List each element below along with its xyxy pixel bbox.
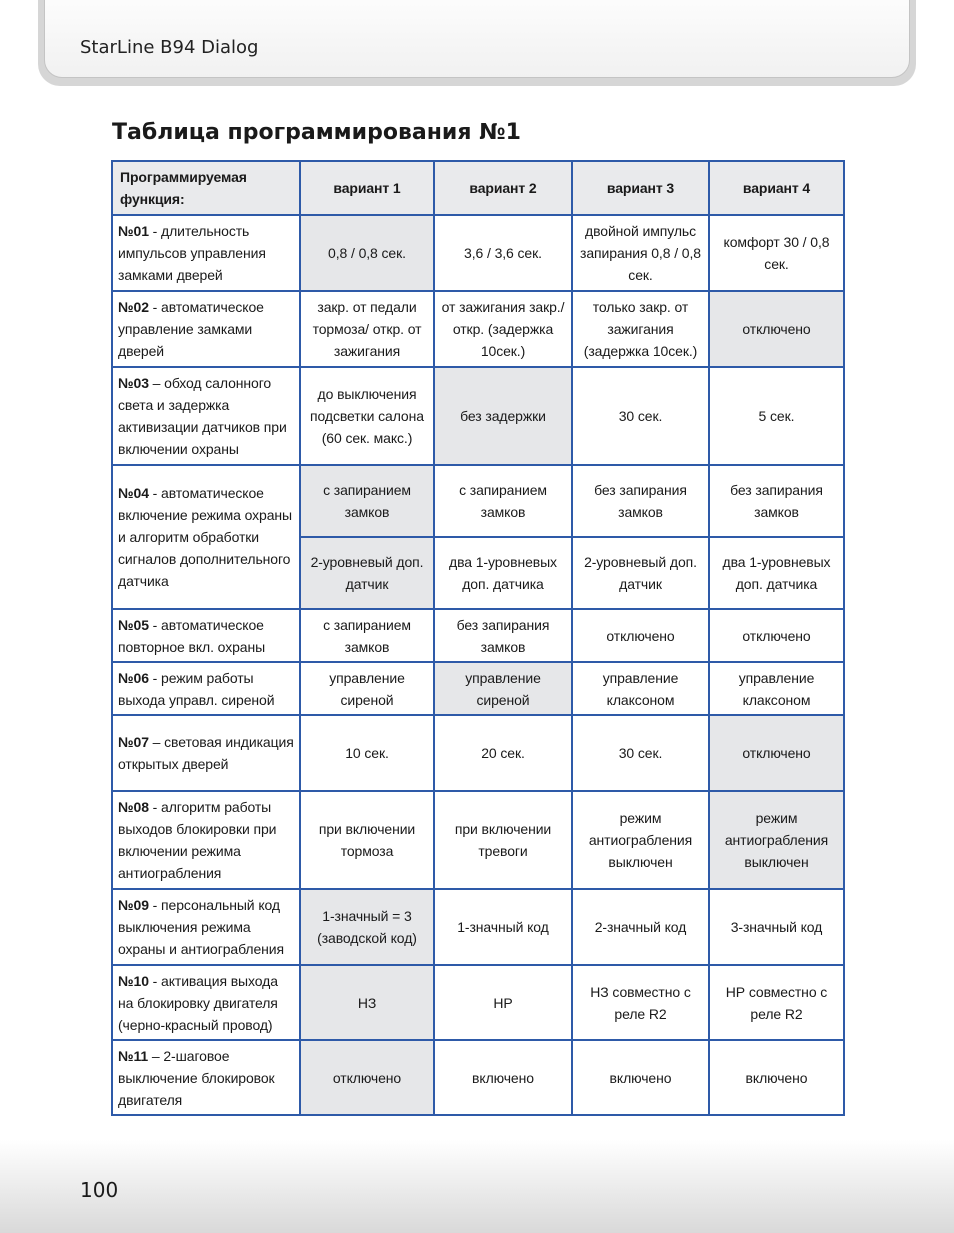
variant-3-cell: 2-значный код — [572, 889, 709, 965]
variant-1-cell: при включении тормоза — [300, 791, 434, 889]
variant-2-cell: включено — [434, 1040, 572, 1115]
function-cell — [112, 215, 300, 291]
variant-3-cell: отключено — [572, 609, 709, 662]
table-header-row — [112, 161, 844, 215]
variant-2-cell: два 1-уровневых доп. датчика — [434, 537, 572, 609]
variant-3-cell: включено — [572, 1040, 709, 1115]
header-variant-4: вариант 4 — [709, 161, 844, 215]
variant-1-cell: с запиранием замков — [300, 465, 434, 537]
variant-2-cell: 3,6 / 3,6 сек. — [434, 215, 572, 291]
variant-4-cell: без запирания замков — [709, 465, 844, 537]
programming-table-wrap — [111, 160, 845, 1116]
table-row — [112, 465, 844, 537]
variant-2-cell: без запирания замков — [434, 609, 572, 662]
variant-4-cell: отключено — [709, 291, 844, 367]
table-row — [112, 215, 844, 291]
table-row — [112, 965, 844, 1040]
footer-band — [0, 1140, 954, 1233]
variant-1-cell: с запиранием замков — [300, 609, 434, 662]
function-number: №11 — [118, 1047, 149, 1064]
variant-4-cell: 3-значный код — [709, 889, 844, 965]
function-number: №06 — [118, 669, 149, 686]
variant-2-cell: при включении тревоги — [434, 791, 572, 889]
variant-3-cell: НЗ совместно с реле R2 — [572, 965, 709, 1040]
variant-1-cell: НЗ — [300, 965, 434, 1040]
table-row — [112, 609, 844, 662]
function-description: - автоматическое включение режима охраны и алгоритм обработки сигналов дополнительного датчика — [118, 485, 292, 589]
header-variant-2: вариант 2 — [434, 161, 572, 215]
variant-4-cell: отключено — [709, 609, 844, 662]
variant-1-cell: 0,8 / 0,8 сек. — [300, 215, 434, 291]
variant-4-cell: НР совместно с реле R2 — [709, 965, 844, 1040]
variant-1-cell: отключено — [300, 1040, 434, 1115]
variant-4-cell: 5 сек. — [709, 367, 844, 465]
function-description: - автоматическое повторное вкл. охраны — [118, 616, 266, 655]
variant-3-cell: без запирания замков — [572, 465, 709, 537]
variant-4-cell: управление клаксоном — [709, 662, 844, 715]
function-description: – 2-шаговое выключение блокировок двигателя — [118, 1047, 275, 1108]
variant-3-cell: режим антиограбления выключен — [572, 791, 709, 889]
function-cell — [112, 465, 300, 609]
variant-3-cell: 2-уровневый доп. датчик — [572, 537, 709, 609]
variant-1-cell: до выключения подсветки салона (60 сек. макс.) — [300, 367, 434, 465]
function-cell — [112, 609, 300, 662]
header-variant-1: вариант 1 — [300, 161, 434, 215]
variant-3-cell: управление клаксоном — [572, 662, 709, 715]
variant-2-cell: от зажигания закр./откр. (задержка 10сек.) — [434, 291, 572, 367]
variant-4-cell: комфорт 30 / 0,8 сек. — [709, 215, 844, 291]
variant-2-cell: 1-значный код — [434, 889, 572, 965]
variant-3-cell: 30 сек. — [572, 715, 709, 791]
table-row — [112, 715, 844, 791]
variant-1-cell: 1-значный = 3 (заводской код) — [300, 889, 434, 965]
variant-4-cell: два 1-уровневых доп. датчика — [709, 537, 844, 609]
function-cell — [112, 367, 300, 465]
variant-3-cell: двойной импульс запирания 0,8 / 0,8 сек. — [572, 215, 709, 291]
function-number: №04 — [118, 485, 149, 501]
variant-1-cell: закр. от педали тормоза/ откр. от зажигания — [300, 291, 434, 367]
function-description: – световая индикация открытых дверей — [118, 734, 294, 772]
function-cell — [112, 791, 300, 889]
function-number: №01 — [118, 223, 149, 239]
function-cell — [112, 889, 300, 965]
table-row — [112, 889, 844, 965]
variant-2-cell: НР — [434, 965, 572, 1040]
variant-4-cell: включено — [709, 1040, 844, 1115]
function-cell — [112, 291, 300, 367]
function-cell — [112, 965, 300, 1040]
function-number: №08 — [118, 799, 149, 815]
variant-2-cell: управление сиреной — [434, 662, 572, 715]
variant-2-cell: без задержки — [434, 367, 572, 465]
table-row — [112, 791, 844, 889]
function-description: - автоматическое управление замками дверей — [118, 299, 264, 359]
function-number: №10 — [118, 972, 149, 989]
table-row — [112, 291, 844, 367]
function-description: – обход салонного света и задержка активизации датчиков при включении охраны — [118, 375, 287, 457]
function-description: - длительность импульсов управления замками дверей — [118, 223, 266, 283]
header-function: Программируемая функция: — [112, 161, 300, 215]
page-number: 100 — [80, 1178, 119, 1202]
variant-3-cell: только закр. от зажигания (задержка 10сек.) — [572, 291, 709, 367]
function-cell — [112, 662, 300, 715]
function-description: - активация выхода на блокировку двигателя (черно-красный провод) — [118, 972, 278, 1033]
variant-1-cell: управление сиреной — [300, 662, 434, 715]
function-number: №09 — [118, 897, 149, 913]
header-title: StarLine B94 Dialog — [80, 37, 259, 58]
function-description: - персональный код выключения режима охраны и антиограбления — [118, 897, 284, 957]
table-row — [112, 1040, 844, 1115]
table-row — [112, 662, 844, 715]
function-number: №05 — [118, 616, 149, 633]
function-number: №03 — [118, 375, 149, 391]
table-row — [112, 367, 844, 465]
function-description: - режим работы выхода управл. сиреной — [118, 669, 275, 708]
header-variant-3: вариант 3 — [572, 161, 709, 215]
variant-2-cell: 20 сек. — [434, 715, 572, 791]
variant-2-cell: с запиранием замков — [434, 465, 572, 537]
page-title: Таблица программирования №1 — [112, 120, 521, 145]
variant-1-cell: 10 сек. — [300, 715, 434, 791]
programming-table — [111, 160, 845, 1116]
variant-1-cell: 2-уровневый доп. датчик — [300, 537, 434, 609]
function-number: №07 — [118, 734, 149, 750]
variant-4-cell: режим антиограбления выключен — [709, 791, 844, 889]
variant-3-cell: 30 сек. — [572, 367, 709, 465]
function-number: №02 — [118, 299, 149, 315]
variant-4-cell: отключено — [709, 715, 844, 791]
function-cell — [112, 715, 300, 791]
function-description: - алгоритм работы выходов блокировки при включении режима антиограбления — [118, 799, 277, 881]
function-cell — [112, 1040, 300, 1115]
